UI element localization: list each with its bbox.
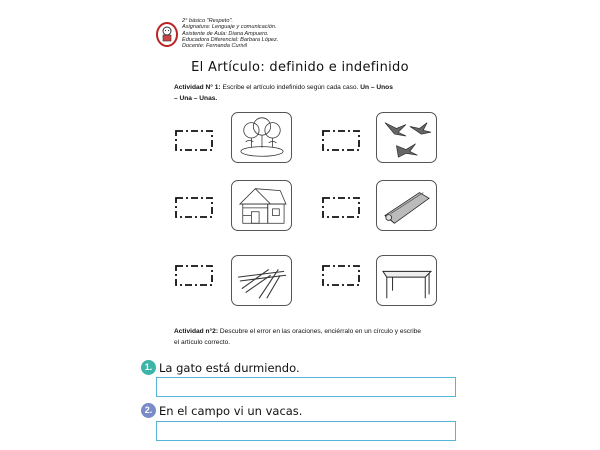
header-assistant: Asistente de Aula: Diana Ampuero.: [182, 30, 269, 37]
header-teacher: Docente: Fernanda Curivil: [182, 43, 247, 50]
sentence-2-number: 2.: [141, 403, 156, 418]
sentence-1-text: La gato está durmiendo.: [159, 361, 300, 375]
school-header: [182, 18, 278, 49]
page-title: El Artículo: definido e indefinido: [191, 60, 409, 75]
activity-2-label: Actividad n°2:: [174, 328, 219, 335]
birds-icon: [376, 112, 437, 163]
sentence-2-text: En el campo vi un vacas.: [159, 404, 303, 418]
article-answer-box-3[interactable]: [175, 197, 213, 218]
activity-1-instructions: [174, 82, 444, 104]
activity-2-instructions: [174, 326, 424, 348]
sentence-1-answer-field[interactable]: [156, 377, 456, 397]
activity-1-options-a: Un – Unos: [360, 84, 393, 91]
school-logo: [156, 22, 178, 47]
article-answer-box-6[interactable]: [322, 265, 360, 286]
table-icon: [376, 255, 437, 306]
article-answer-box-4[interactable]: [322, 197, 360, 218]
activity-2-text: Descubre el error en las oraciones, enciérralo en un círculo y escribe el artículo correcto.: [174, 328, 422, 346]
header-grade: 2° básico "Respeto".: [182, 18, 233, 24]
article-answer-box-2[interactable]: [322, 130, 360, 151]
article-answer-box-5[interactable]: [175, 265, 213, 286]
header-subject: Asignatura: Lenguaje y comunicación.: [182, 24, 277, 31]
pencils-icon: [231, 255, 292, 306]
house-icon: [231, 180, 292, 231]
pencil-case-icon: [376, 180, 437, 231]
activity-1-options-b: – Una – Unas.: [174, 95, 218, 102]
activity-1-label: Actividad N° 1:: [174, 84, 221, 91]
forest-icon: [231, 112, 292, 163]
header-educator: Educadora Diferencial: Barbara López.: [182, 36, 279, 43]
sentence-1-number: 1.: [141, 360, 156, 375]
activity-1-text: Escribe el artículo indefinido según cada caso.: [220, 84, 361, 91]
sentence-2-answer-field[interactable]: [156, 421, 456, 441]
article-answer-box-1[interactable]: [175, 130, 213, 151]
